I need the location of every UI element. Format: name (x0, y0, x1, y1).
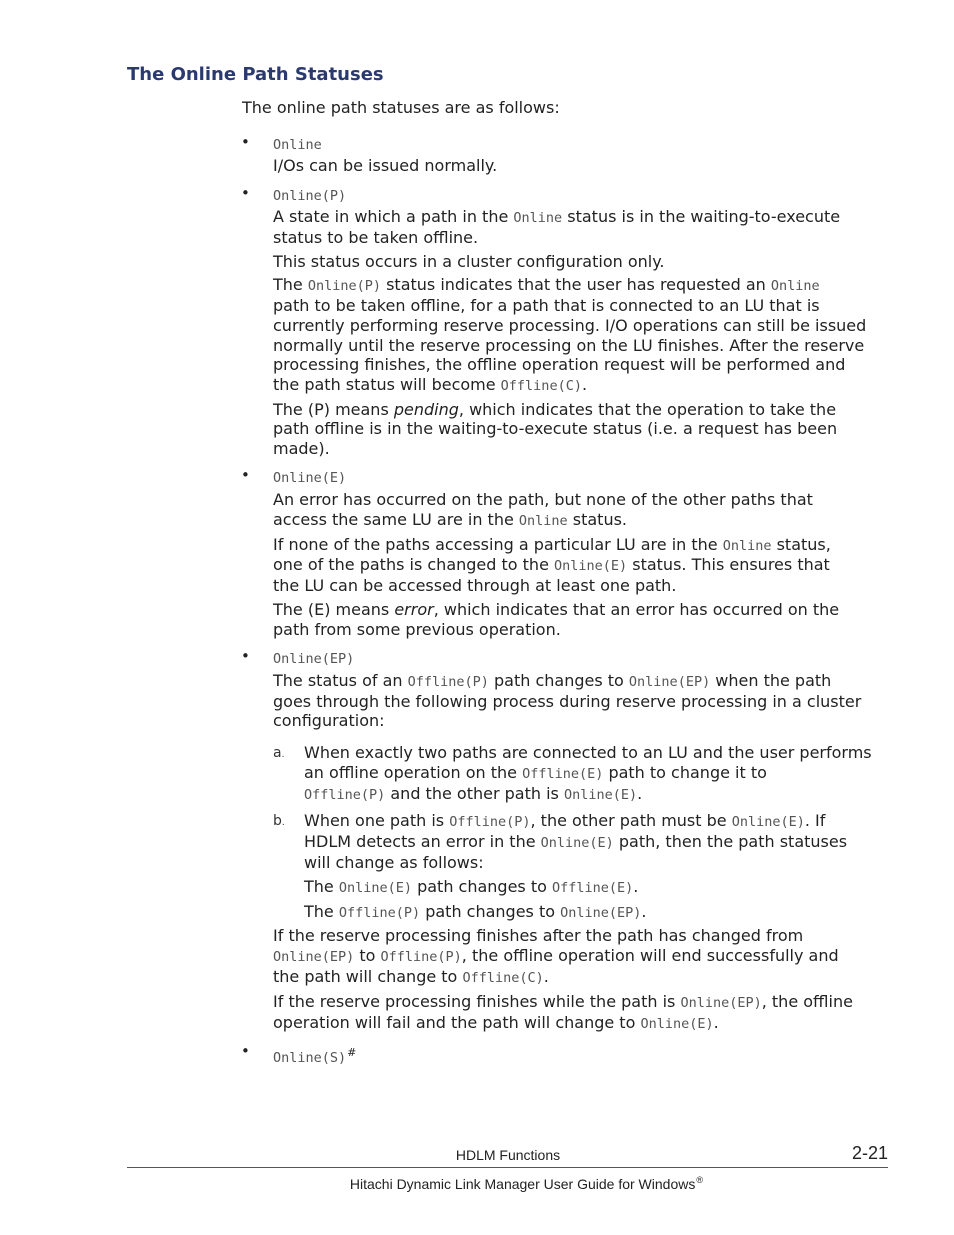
text-segment: goes through the following process during reserve processing in a cluster (273, 692, 862, 711)
text-line (273, 576, 676, 596)
text-segment: made). (273, 439, 330, 458)
text-segment: status. This ensures that (627, 555, 830, 574)
text-line (304, 853, 484, 873)
code-term: Online(E) (731, 814, 805, 830)
code-term: Online(EP) (680, 995, 762, 1011)
text-line (273, 296, 820, 316)
text-line (273, 992, 853, 1013)
text-segment: . (543, 967, 549, 986)
text-line (273, 535, 831, 556)
text-line (304, 811, 825, 832)
text-line (273, 648, 354, 669)
code-term: Online (722, 538, 772, 554)
code-term: Online(EP) (560, 905, 642, 921)
text-segment: I/Os can be issued normally. (273, 156, 498, 175)
text-segment: The (273, 275, 308, 294)
text-segment: When exactly two paths are connected to an LU and the user performs (304, 743, 872, 762)
list-marker-dot: . (281, 818, 285, 828)
code-term: Offline(P) (449, 814, 531, 830)
list-marker (273, 811, 285, 833)
text-line (273, 156, 497, 176)
text-line (273, 134, 322, 155)
list-marker (273, 743, 284, 765)
text-line (273, 946, 839, 967)
text-segment: when the path (710, 671, 832, 690)
code-term: Online (513, 210, 563, 226)
footer-section-name: HDLM Functions (455, 1147, 561, 1163)
code-term: Online(EP) (273, 651, 355, 667)
text-segment: normally until the reserve processing on the LU finishes. After the reserve (273, 336, 865, 355)
text-segment: , which indicates that an error has occurred on the (433, 600, 840, 619)
text-segment: configuration: (273, 711, 385, 730)
code-term: Online(EP) (628, 674, 711, 690)
text-line (273, 439, 330, 459)
text-segment: , which indicates that the operation to take the (458, 400, 837, 419)
text-line (273, 252, 664, 272)
bullet-icon: • (241, 466, 250, 484)
bullet-icon: • (241, 133, 250, 151)
text-segment: status is in the waiting-to-execute (562, 207, 841, 226)
text-line (273, 419, 837, 439)
bullet-icon: • (241, 184, 250, 202)
footnote-mark: # (347, 1046, 357, 1059)
text-line (273, 400, 836, 420)
text-line (304, 784, 642, 805)
text-line (273, 355, 845, 375)
page-number: 2-21 (851, 1143, 888, 1163)
code-term: Offline(C) (500, 378, 582, 394)
text-line (273, 467, 346, 488)
text-segment: When one path is (304, 811, 450, 830)
italic-term: pending (393, 400, 459, 419)
text-line (273, 711, 385, 731)
text-line (273, 600, 839, 620)
text-segment: and the other path is (385, 784, 564, 803)
list-marker-dot: . (281, 750, 285, 760)
text-segment: The (304, 902, 339, 921)
text-segment: currently performing reserve processing. I/O operations can still be issued (273, 316, 867, 335)
italic-term: error (394, 600, 434, 619)
code-term: Online(S) (273, 1050, 347, 1066)
text-line (273, 207, 840, 228)
text-segment: status, (771, 535, 831, 554)
text-segment: operation will fail and the path will change to (273, 1013, 641, 1032)
code-term: Online(E) (540, 835, 614, 851)
code-term: Online(P) (307, 278, 381, 294)
text-segment: . (641, 902, 647, 921)
text-line (273, 671, 831, 692)
text-segment: If none of the paths accessing a particular LU are in the (273, 535, 723, 554)
code-term: Offline(E) (552, 880, 634, 896)
text-segment: one of the paths is changed to the (273, 555, 554, 574)
code-term: Online(E) (640, 1016, 714, 1032)
text-segment: . (637, 784, 643, 803)
text-segment: . (581, 375, 588, 394)
text-segment: path changes to (412, 877, 552, 896)
code-term: Online (770, 278, 820, 294)
text-segment: . (633, 877, 639, 896)
text-segment: The (304, 877, 339, 896)
footer-doc-title-text: Hitachi Dynamic Link Manager User Guide for Windows (349, 1176, 696, 1192)
text-segment: path from some previous operation. (273, 620, 561, 639)
registered-mark: ® (696, 1175, 703, 1185)
text-line (304, 832, 847, 853)
code-term: Online(E) (338, 880, 412, 896)
text-segment: to (354, 946, 381, 965)
text-line (273, 490, 813, 510)
section-heading: The Online Path Statuses (127, 64, 384, 85)
text-segment: If the reserve processing finishes while the path is (273, 992, 681, 1011)
text-segment: The (E) means (273, 600, 395, 619)
text-segment: HDLM detects an error in the (304, 832, 541, 851)
text-segment: processing finishes, the offline operation request will be performed and (273, 355, 846, 374)
text-segment: A state in which a path in the (273, 207, 514, 226)
text-line (273, 375, 587, 396)
list-marker-label: a (273, 745, 282, 761)
text-line (273, 1013, 719, 1034)
text-line (304, 877, 638, 898)
code-term: Online(E) (563, 787, 638, 803)
bullet-icon: • (241, 647, 250, 665)
text-segment: . (713, 1013, 719, 1032)
code-term: Offline(E) (522, 766, 604, 782)
text-segment: The (P) means (273, 400, 394, 419)
text-line (273, 692, 861, 712)
list-marker-label: b (273, 813, 282, 829)
text-segment: path to be taken offline, for a path that is connected to an LU that is (273, 296, 820, 315)
text-line (273, 926, 803, 946)
text-segment: The status of an (273, 671, 408, 690)
code-term: Offline(P) (407, 674, 489, 690)
text-segment: . If (804, 811, 826, 830)
text-segment: path offline is in the waiting-to-execute status (i.e. a request has been (273, 419, 838, 438)
text-segment: the path status will become (273, 375, 501, 394)
text-segment: status to be taken offline. (273, 228, 479, 247)
text-line (273, 967, 549, 988)
text-segment: access the same LU are in the (273, 510, 519, 529)
code-term: Online(EP) (273, 949, 355, 965)
text-line (273, 555, 830, 576)
code-term: Offline(P) (338, 905, 421, 921)
code-term: Online(E) (273, 470, 347, 486)
code-term: Offline(C) (462, 970, 544, 986)
bullet-icon: • (241, 1042, 250, 1060)
code-term: Offline(P) (380, 949, 462, 965)
code-term: Online (273, 137, 322, 153)
footer-rule (127, 1167, 888, 1168)
code-term: Online(E) (554, 558, 628, 574)
text-segment: , the offline operation will end successfully and (461, 946, 839, 965)
text-segment: status. (567, 510, 628, 529)
text-segment: will change as follows: (304, 853, 484, 872)
text-segment: If the reserve processing finishes after the path has changed from (273, 926, 804, 945)
text-segment: path changes to (420, 902, 561, 921)
code-term: Online (518, 513, 568, 529)
intro-paragraph: The online path statuses are as follows: (242, 98, 560, 117)
text-segment: An error has occurred on the path, but none of the other paths that (273, 490, 813, 509)
text-line (273, 1043, 356, 1068)
text-line (304, 902, 647, 923)
text-line (273, 316, 866, 336)
text-line (273, 620, 561, 640)
text-segment: , the other path must be (530, 811, 732, 830)
text-segment: the LU can be accessed through at least one path. (273, 576, 677, 595)
text-segment: path changes to (488, 671, 629, 690)
text-line (273, 336, 864, 356)
text-line (273, 510, 627, 531)
text-segment: the path will change to (273, 967, 463, 986)
code-term: Online(P) (273, 188, 347, 204)
text-line (273, 228, 478, 248)
text-segment: , the offline (761, 992, 853, 1011)
code-term: Offline(P) (304, 787, 386, 803)
text-line (273, 275, 820, 296)
text-line (304, 743, 872, 763)
footer-doc-title (350, 1170, 703, 1194)
text-segment: an offline operation on the (304, 763, 523, 782)
text-line (273, 185, 346, 206)
text-segment: This status occurs in a cluster configuration only. (273, 252, 665, 271)
text-segment: path, then the path statuses (613, 832, 848, 851)
text-segment: path to change it to (603, 763, 767, 782)
text-segment: status indicates that the user has requested an (381, 275, 771, 294)
text-line (304, 763, 767, 784)
